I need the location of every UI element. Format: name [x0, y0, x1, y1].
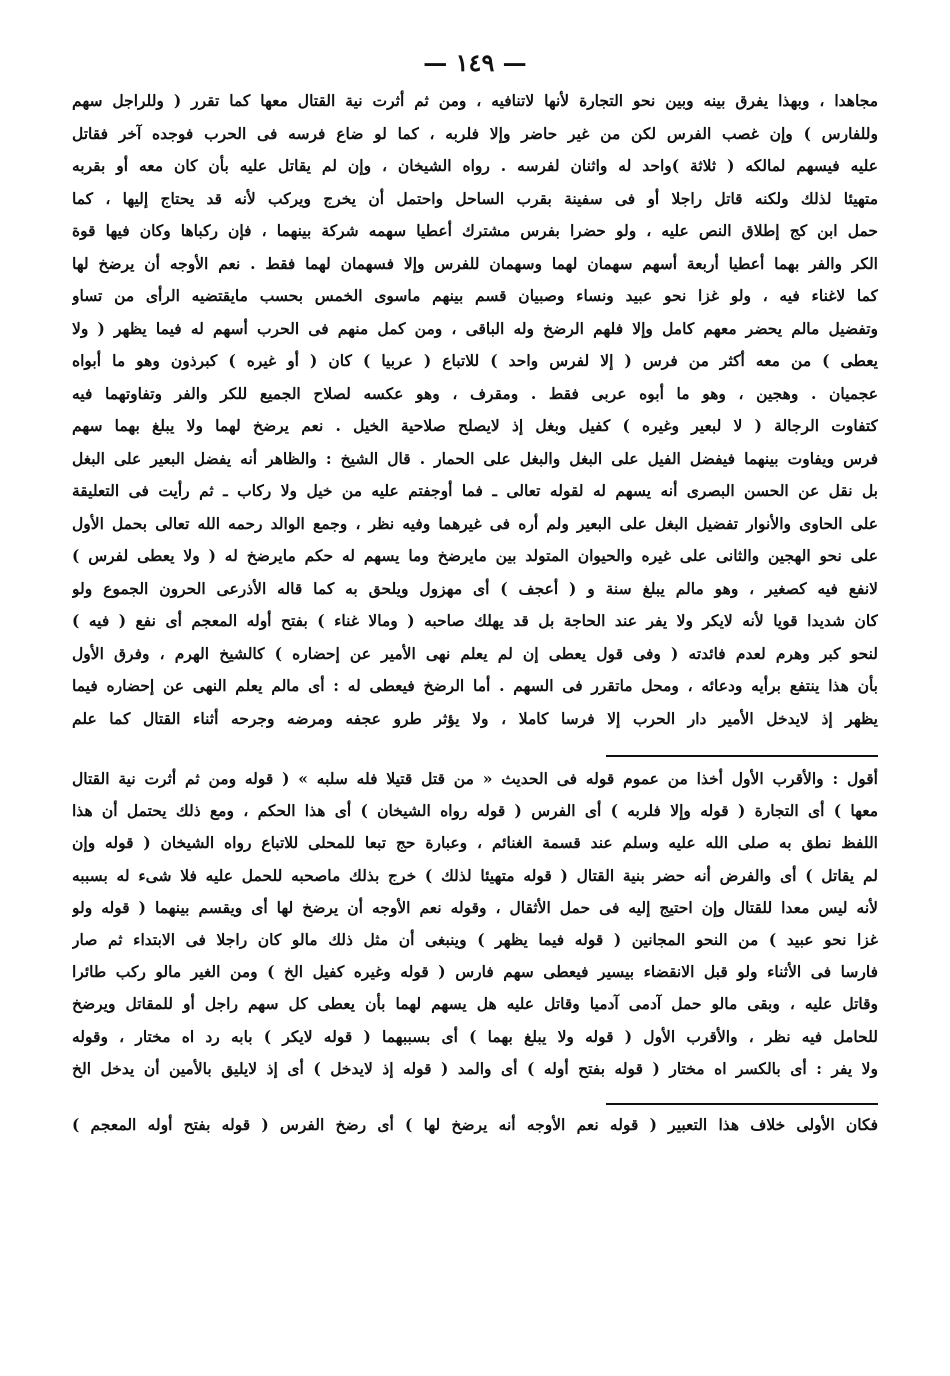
page-number: — ١٤٩ —: [423, 48, 527, 77]
main-line: بل نقل عن الحسن البصرى أنه يسهم له لقوله تعالى ـ فما أوجفتم عليه من خيل ولا ركاب ـ ثم رأيت فى التعليقة: [72, 481, 878, 500]
commentary-line: فارسا فى الأثناء ولو قبل الانقضاء بيسير فيعطى سهم فارس ( قوله وغيره كفيل الخ ) ومن الغير مالو ركب طائرا: [72, 962, 878, 982]
separator-rule: [606, 1103, 878, 1105]
commentary-line: وقاتل عليه ، وبقى مالو حمل آدمى آدميا وقاتل عليه هل يسهم لهما بأن يعطى كل سهم راجل أو للمقاتل ويرضخ: [72, 994, 878, 1014]
commentary-line: غزا نحو عبيد ) من النحو المجانين ( قوله فيما يظهر ) وينبغى أن مثل ذلك مالو كان راجلا فى الابتداء ثم صار: [72, 930, 878, 950]
commentary-line: لأنه ليس معدا للقتال وإن احتيج إليه فى حمل الأثقال ، وقوله نعم الأوجه أن يرضخ لها أى ويقسم بينهما ( قوله ولو: [72, 897, 878, 917]
commentary-line: أقول : والأقرب الأول أخذا من عموم قوله فى الحديث « من قتل قتيلا فله سلبه » ( قوله ومن ثم أثرت نية القتال: [72, 769, 878, 788]
commentary-line: ولا يفر : أى بالكسر اه مختار ( قوله بفتح أوله ) أى والمد ( قوله إذ لايدخل ) أى إذ لايليق بالأمين أن يدخل الخ: [72, 1058, 878, 1078]
main-line: فرس ويفاوت بينهما فيفضل الفيل على البغل والبغل على الحمار . قال الشيخ : والظاهر أنه يفضل البعير على البغل: [72, 448, 878, 468]
second-commentary-text: [72, 1109, 878, 1142]
main-line: وتفضيل مالم يحضر معهم كامل وإلا فلهم الرضخ وله الباقى ، ومن كمل منهم فى الحرب أسهم له فيما يظهر ( ولا: [72, 318, 878, 338]
main-line: كتفاوت الرجالة ( لا لبعير وغيره ) كفيل وبغل إذ لايصلح صلاحية الخيل . نعم يرضخ لهما ولا يبلغ بهما سهم: [72, 416, 878, 435]
main-line: عليه فيسهم لمالكه ( ثلاثة )واحد له واثنان لفرسه . رواه الشيخان ، وإن لم يقاتل عليه بأن كان معه أو بقربه: [72, 156, 878, 175]
separator-rule: [606, 755, 878, 757]
commentary-line: للحامل فيه نظر ، والأقرب الأول ( قوله ولا يبلغ بهما ) أى بسببهما ( قوله لايكر ) بابه رد اه مختار ، وقوله: [72, 1026, 878, 1046]
commentary-line: اللفظ نطق به صلى الله عليه وسلم عند قسمة الغنائم ، وعبارة حج تبعا للمحلى للاتباع رواه الشيخان ( قوله وإن: [72, 833, 878, 853]
main-line: حمل ابن كج إطلاق النص عليه ، ولو حضرا بفرس مشترك أعطيا سهمه شركة بينهما ، فإن ركباها وكان فيها قوة: [72, 221, 878, 240]
main-line: يعطى ) من معه أكثر من فرس ( إلا لفرس واحد ) للاتباع ( عربيا ) كان ( أو غيره ) كبرذون وهو ما أبواه: [72, 351, 878, 370]
main-line: على الحاوى والأنوار تفضيل البغل على البعير ولم أره فى غيرهما وفيه نظر ، وجمع الوالد رحمه الله تعالى بحمل الأول: [72, 513, 878, 533]
commentary-line: فكان الأولى خلاف هذا التعبير ( قوله نعم الأوجه أنه يرضخ لها ) أى رضخ الفرس ( قوله بفتح أوله المعجم ): [72, 1115, 878, 1135]
commentary-text: [72, 763, 878, 1085]
commentary-line: لم يقاتل ) أى والفرض أنه حضر بنية القتال ( قوله متهيئا لذلك ) خرج بذلك ماصحبه للحمل عليه فلا شىء له بسببه: [72, 865, 878, 885]
main-line: على نحو الهجين والثانى على غيره والحيوان المتولد بين مايرضخ وما يسهم له حكم مايرضخ له ( ولا يعطى لفرس ): [72, 546, 878, 565]
main-line: عجميان . وهجين ، وهو ما أبوه عربى فقط . ومقرف ، وهو عكسه لصلاح الجميع للكر والفر وتفاوتهما فيه: [72, 383, 878, 403]
main-line: وللفارس ) وإن غصب الفرس لكن من غير حاضر وإلا فلربه ، كما لو ضاع فرسه فى الحرب فوجده آخر فقاتل: [72, 123, 878, 143]
main-line: يظهر إذ لايدخل الأمير دار الحرب إلا فرسا كاملا ، ولا يؤثر طرو عجفه ومرضه وجرحه أثناء القتال كما علم: [72, 708, 878, 728]
main-line: لنحو كبر وهرم لعدم فائدته ( وفى قول يعطى إن لم يعلم نهى الأمير عن إحضاره ) كالشيخ الهرم ، وفرق الأول: [72, 643, 878, 663]
main-line: الكر والفر بهما أعطيا أربعة أسهم سهمان لهما وسهمان للفرس وإلا فسهمان لهما فقط . نعم الأوجه أن يرضخ لها: [72, 253, 878, 273]
main-line: كما لاغناء فيه ، ولو غزا نحو عبيد ونساء وصبيان قسم بينهم ماسوى الخمس بحسب مايقتضيه الرأى من تساو: [72, 286, 878, 305]
main-line: كان شديدا قويا لأنه لايكر ولا يفر عند الحاجة بل قد يهلك صاحبه ( ومالا غناء ) بفتح أوله المعجم أى نفع ( فيه ): [72, 611, 878, 630]
main-line: مجاهدا ، وبهذا يفرق بينه وبين نحو التجارة لأنها لاتنافيه ، ومن ثم أثرت نية القتال معها كما تقرر ( وللراجل سهم: [72, 91, 878, 110]
main-text: [72, 85, 878, 735]
main-line: بأن هذا ينتفع برأيه ودعائه ، ومحل ماتقرر فى السهم . أما الرضخ فيعطى له : أى مالم يعلم النهى عن إحضاره فيما: [72, 676, 878, 695]
commentary-line: معها ) أى التجارة ( قوله وإلا فلربه ) أى الفرس ( قوله رواه الشيخان ) أى هذا الحكم ، ومع ذلك يحتمل أن هذا: [72, 801, 878, 821]
main-line: متهيئا لذلك ولكنه قاتل راجلا أو فى سفينة بقرب الساحل واحتمل أن يخرج ويركب لأنه قد يحتاج إليها ، كما: [72, 188, 878, 208]
main-line: لانفع فيه كصغير ، وهو مالم يبلغ سنة و ( أعجف ) أى مهزول ويلحق به كما قاله الأذرعى الحرون الجموع ولو: [72, 578, 878, 598]
